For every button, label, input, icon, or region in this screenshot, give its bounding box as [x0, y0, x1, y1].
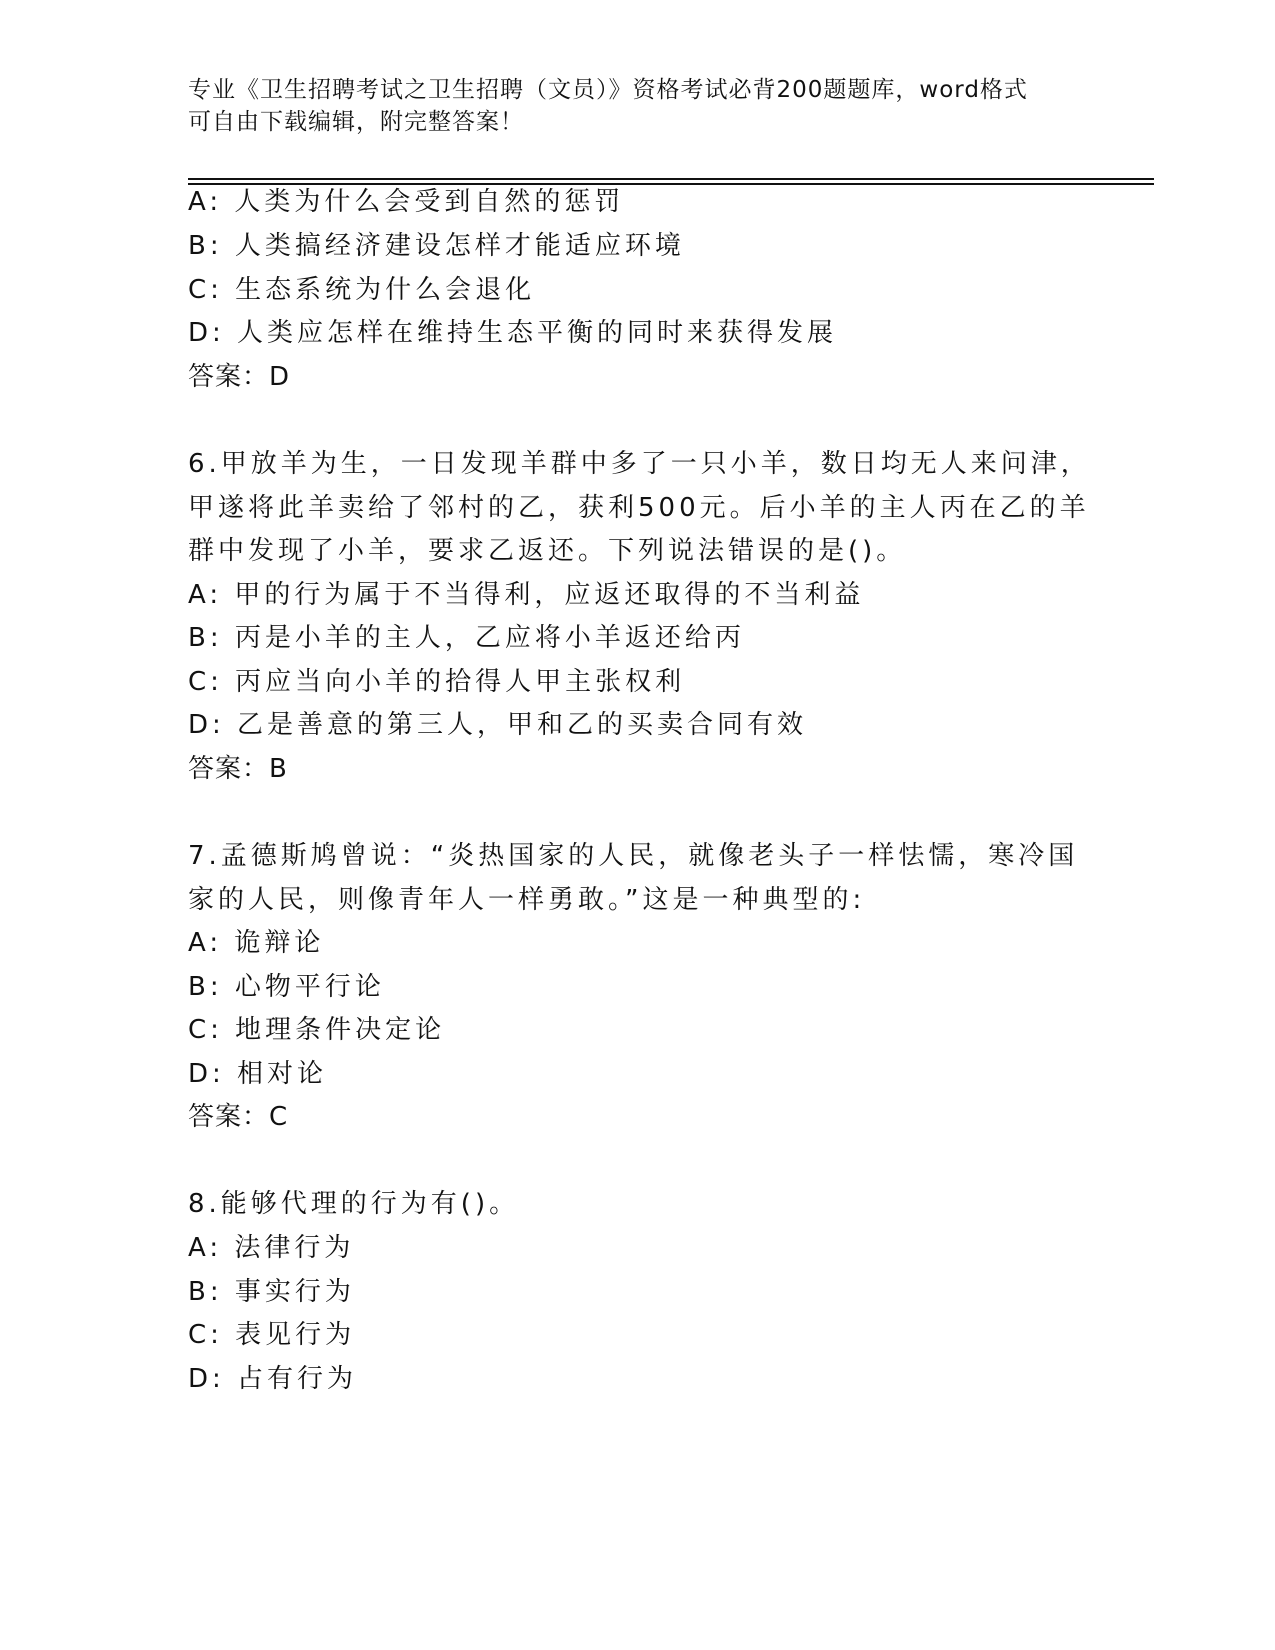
document-header — [188, 74, 1068, 138]
header-line-2: 可自由下载编辑，附完整答案！ — [188, 109, 524, 135]
header-line-1: 专业《卫生招聘考试之卫生招聘（文员）》资格考试必背200题题库，word格式 — [188, 77, 1028, 103]
q7-stem-line-2: 家的人民，则像青年人一样勇敢。”这是一种典型的: — [188, 885, 866, 915]
q6-option-a: A: 甲的行为属于不当得利，应返还取得的不当利益 — [188, 580, 865, 610]
q8-stem-line-1: 8.能够代理的行为有()。 — [188, 1189, 520, 1219]
q6-option-d: D: 乙是善意的第三人，甲和乙的买卖合同有效 — [188, 710, 808, 740]
q5-option-b: B: 人类搞经济建设怎样才能适应环境 — [188, 231, 685, 261]
q6-option-c: C: 丙应当向小羊的拾得人甲主张权利 — [188, 667, 686, 697]
q6-stem-line-1: 6.甲放羊为生，一日发现羊群中多了一只小羊，数日均无人来问津， — [188, 449, 1091, 479]
q8-option-b: B: 事实行为 — [188, 1277, 355, 1307]
q6-stem-line-3: 群中发现了小羊，要求乙返还。下列说法错误的是()。 — [188, 536, 907, 566]
q7-option-d: D: 相对论 — [188, 1059, 328, 1089]
q7-answer: 答案：C — [188, 1102, 289, 1132]
q7-stem-line-1: 7.孟德斯鸠曾说：“炎热国家的人民，就像老头子一样怯懦，寒冷国 — [188, 841, 1079, 871]
q7-option-c: C: 地理条件决定论 — [188, 1015, 446, 1045]
header-divider-top — [188, 178, 1154, 180]
q8-option-c: C: 表见行为 — [188, 1320, 356, 1350]
q8-option-d: D: 占有行为 — [188, 1364, 358, 1394]
q6-option-b: B: 丙是小羊的主人，乙应将小羊返还给丙 — [188, 623, 745, 653]
q6-stem-line-2: 甲遂将此羊卖给了邻村的乙，获利500元。后小羊的主人丙在乙的羊 — [188, 493, 1090, 523]
q5-option-c: C: 生态系统为什么会退化 — [188, 275, 536, 305]
q5-answer: 答案：D — [188, 362, 291, 392]
q5-option-a: A: 人类为什么会受到自然的惩罚 — [188, 187, 625, 217]
q8-option-a: A: 法律行为 — [188, 1233, 355, 1263]
q7-option-a: A: 诡辩论 — [188, 928, 325, 958]
q7-option-b: B: 心物平行论 — [188, 972, 385, 1002]
q5-option-d: D: 人类应怎样在维持生态平衡的同时来获得发展 — [188, 318, 838, 348]
q6-answer: 答案：B — [188, 754, 288, 784]
